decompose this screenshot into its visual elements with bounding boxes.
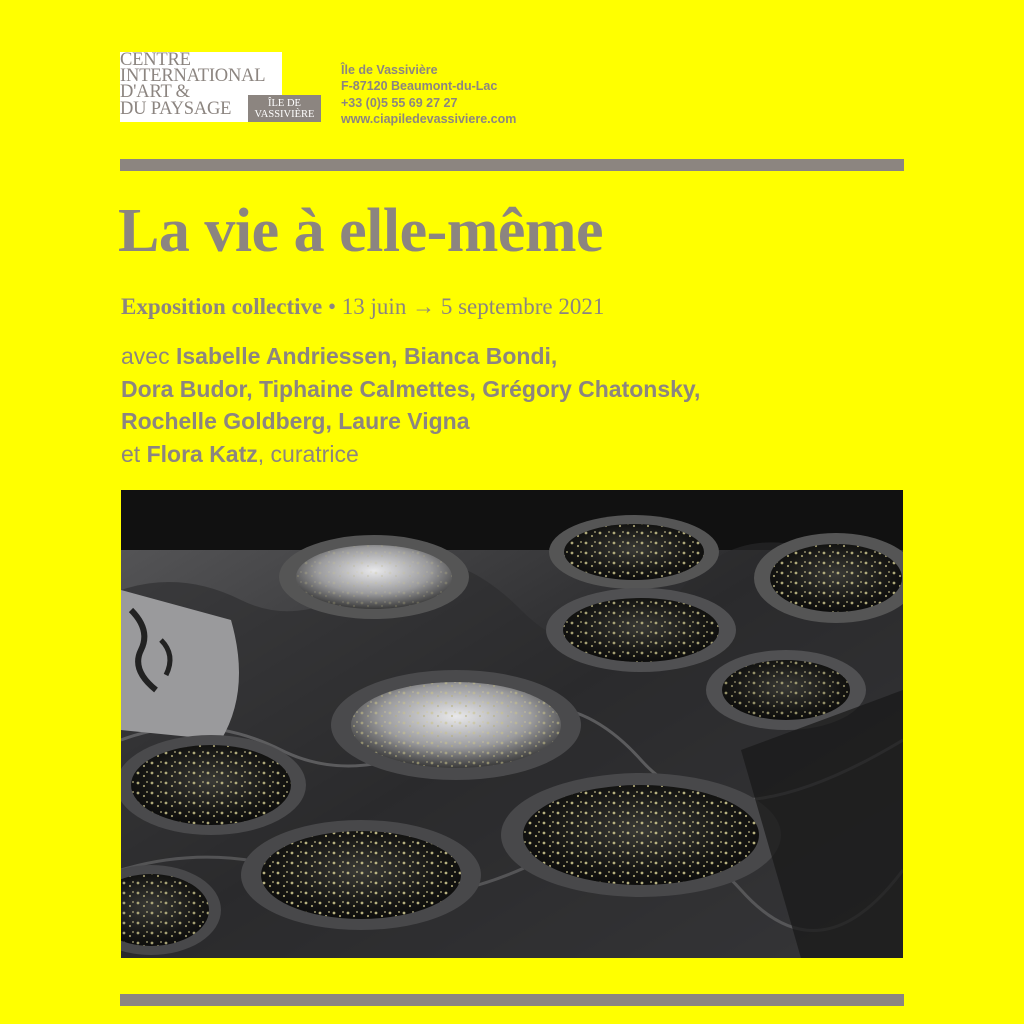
top-divider	[120, 159, 904, 171]
bottom-divider	[120, 994, 904, 1006]
curator-name: Flora Katz	[146, 440, 258, 467]
artist-names: Rochelle Goldberg, Laure Vigna	[121, 408, 470, 434]
artists-line	[121, 340, 700, 373]
curator-role: , curatrice	[257, 440, 359, 467]
exhibition-title: La vie à elle-même	[118, 197, 604, 265]
artists-list	[121, 340, 700, 470]
exhibition-subtitle	[121, 292, 604, 322]
logo-badge	[248, 95, 321, 122]
artists-intro: avec	[121, 343, 170, 369]
artists-conj: et	[121, 440, 141, 467]
contact-website[interactable]: www.ciapiledevassiviere.com	[341, 112, 517, 127]
ciap-logo	[120, 52, 322, 124]
exhibition-dates: 13 juin → 5 septembre 2021	[341, 294, 605, 319]
logo-line: INTERNATIONAL	[120, 66, 266, 87]
artists-line	[121, 373, 700, 406]
contact-postal: F-87120 Beaumont-du-Lac	[341, 79, 498, 94]
artwork-illustration	[121, 490, 903, 958]
artwork-photo	[121, 490, 903, 958]
logo-line: D'ART &	[120, 82, 190, 103]
logo-badge-line: VASSIVIÈRE	[254, 109, 315, 120]
contact-phone: +33 (0)5 55 69 27 27	[341, 95, 458, 110]
exhibition-kind: Exposition collective	[121, 294, 323, 319]
contact-block	[341, 62, 516, 128]
artist-names: Isabelle Andriessen, Bianca Bondi,	[175, 343, 558, 369]
logo-wordmark	[120, 52, 265, 117]
logo-line: DU PAYSAGE	[120, 98, 232, 119]
contact-place: Île de Vassivière	[341, 63, 438, 77]
artist-names: Dora Budor, Tiphaine Calmettes, Grégory Chatonsky,	[121, 375, 701, 402]
bullet-separator: •	[327, 294, 337, 319]
logo-line: CENTRE	[120, 50, 191, 70]
artists-line	[121, 405, 700, 438]
artists-line	[121, 438, 700, 471]
logo-badge-line: ÎLE DE	[268, 98, 301, 109]
